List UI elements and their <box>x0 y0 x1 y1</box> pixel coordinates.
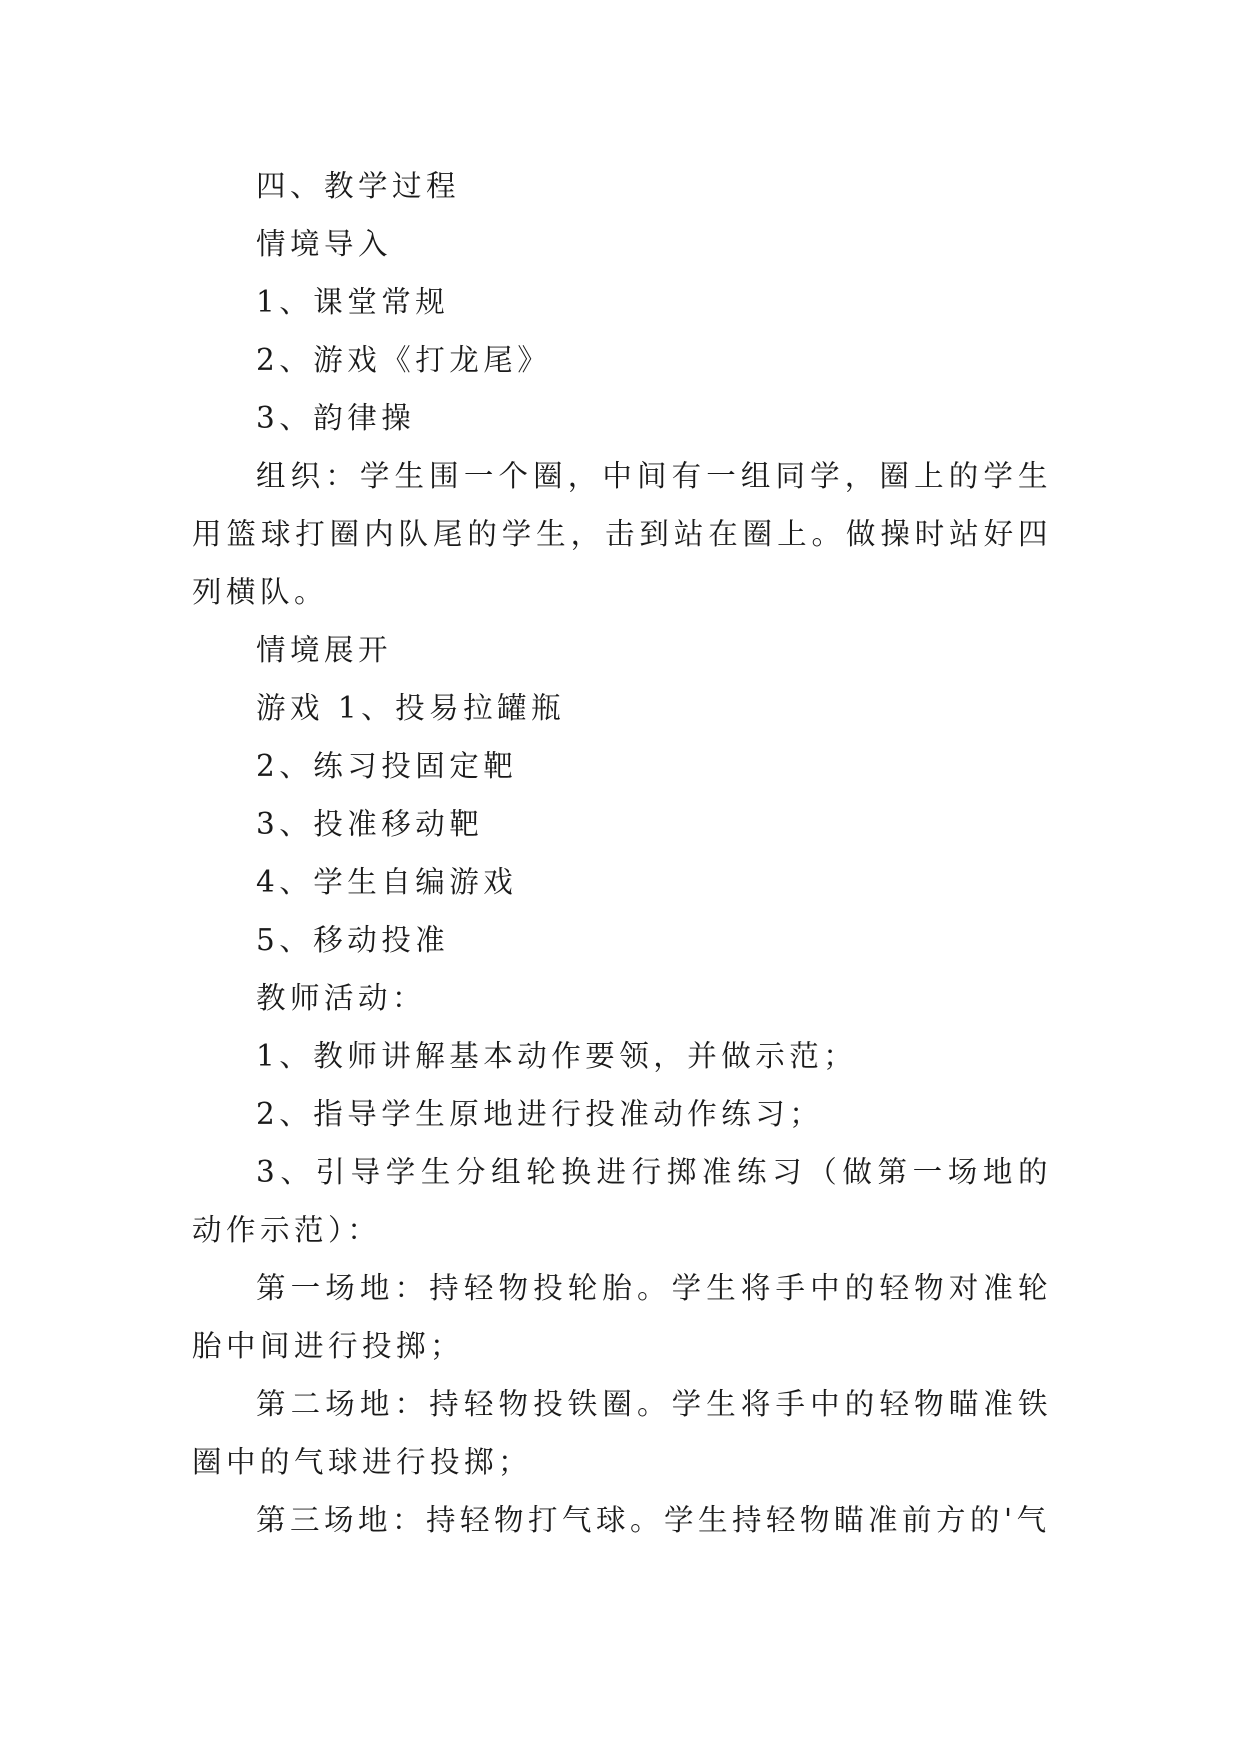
document-body <box>192 157 1052 1549</box>
paragraph-field-two: 第二场地：持轻物投铁圈。学生将手中的轻物瞄准铁圈中的气球进行投掷； <box>192 1387 1052 1479</box>
list-item: 4、学生自编游戏 <box>256 865 518 899</box>
section-heading: 四、教学过程 <box>256 169 461 203</box>
list-item: 1、教师讲解基本动作要领，并做示范； <box>256 1039 858 1073</box>
list-item: 5、移动投准 <box>256 923 450 957</box>
list-item: 3、投准移动靶 <box>256 807 484 841</box>
list-item: 2、练习投固定靶 <box>256 749 518 783</box>
teacher-activity-label: 教师活动： <box>256 981 427 1015</box>
paragraph-field-one: 第一场地：持轻物投轮胎。学生将手中的轻物对准轮胎中间进行投掷； <box>192 1271 1052 1363</box>
list-item: 3、韵律操 <box>256 401 416 435</box>
list-item: 游戏 1、投易拉罐瓶 <box>256 691 566 725</box>
subheading-scenario-intro: 情境导入 <box>256 227 393 261</box>
list-item: 1、课堂常规 <box>256 285 450 319</box>
paragraph-field-three: 第三场地：持轻物打气球。学生持轻物瞄准前方的'气 <box>256 1503 1051 1537</box>
list-item: 3、引导学生分组轮换进行掷准练习（做第一场地的动作示范）： <box>192 1155 1052 1247</box>
list-item: 2、指导学生原地进行投准动作练习； <box>256 1097 824 1131</box>
paragraph-organization: 组织：学生围一个圈，中间有一组同学，圈上的学生用篮球打圈内队尾的学生，击到站在圈上。做操时站好四列横队。 <box>192 459 1052 609</box>
subheading-scenario-expand: 情境展开 <box>256 633 393 667</box>
list-item: 2、游戏《打龙尾》 <box>256 343 552 377</box>
